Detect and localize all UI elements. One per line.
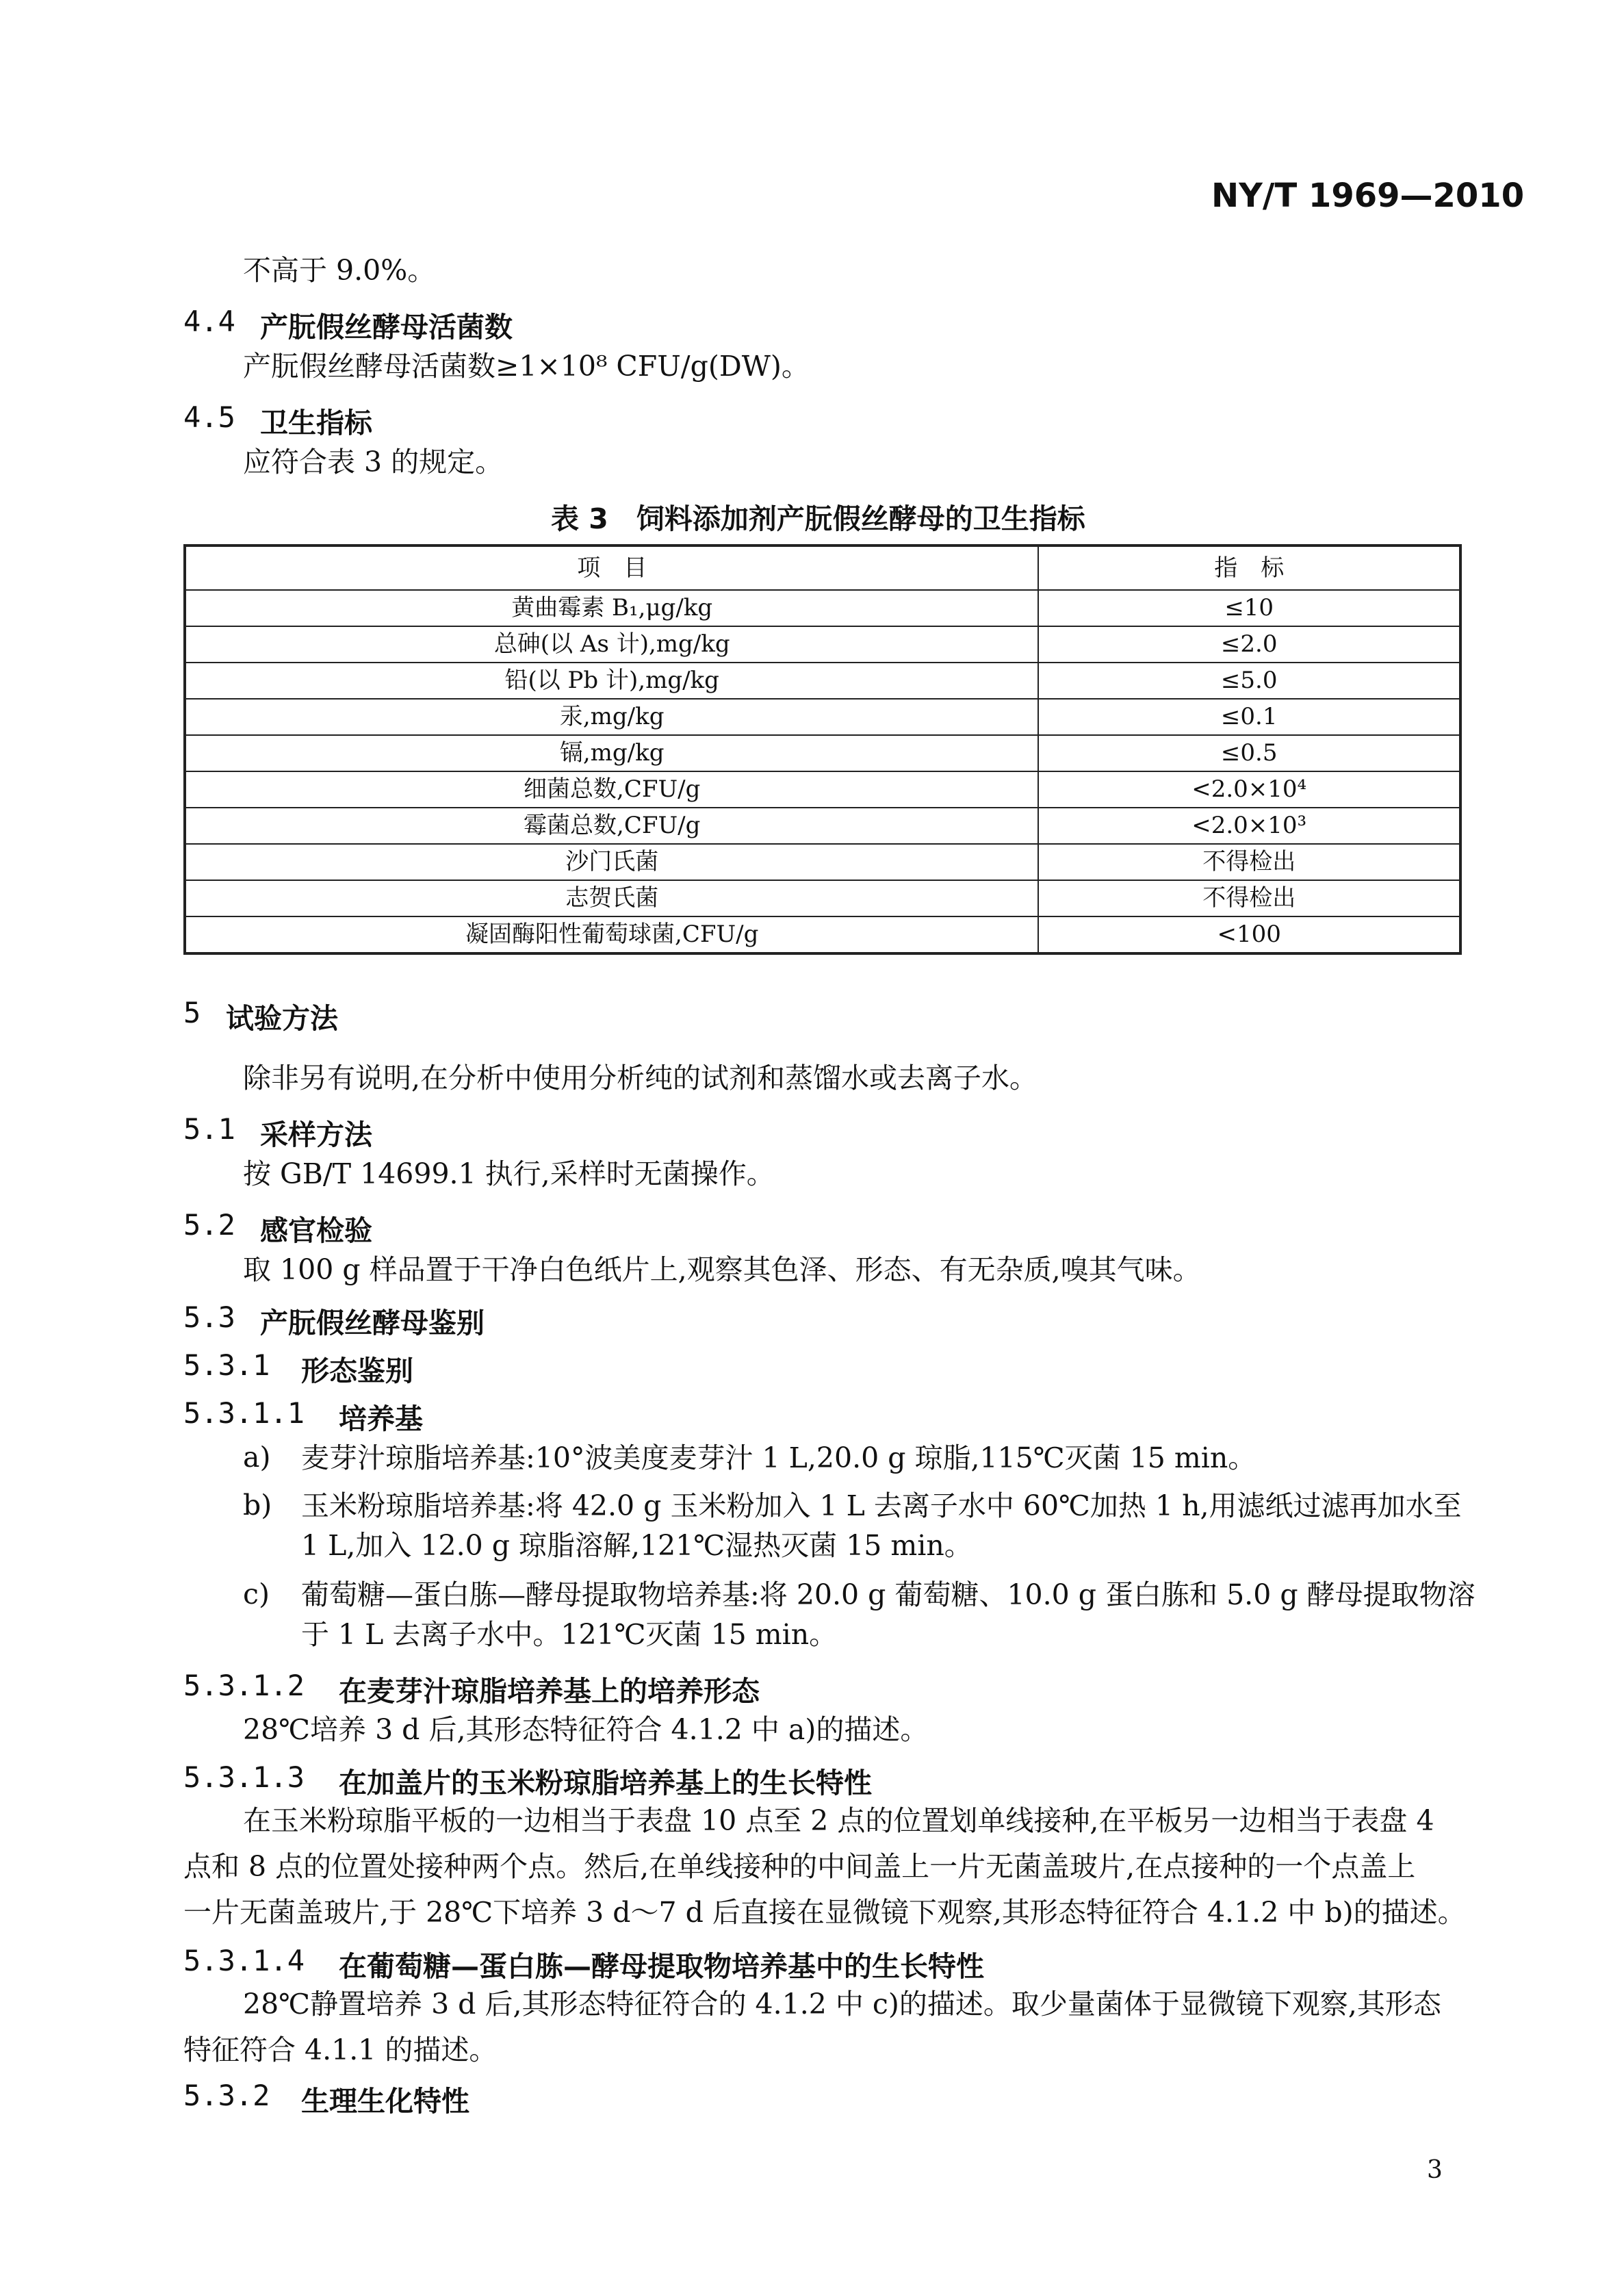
list-marker-c: c) [243,1578,270,1611]
item-cell: 黄曲霉素 B₁,μg/kg [185,590,1038,626]
section-5-1-number: 5.1 [183,1112,235,1146]
table-row [185,626,1460,663]
section-5-3-1-4-line-2: 特征符合 4.1.1 的描述。 [183,2033,498,2066]
section-5-3-1-4-title: 在葡萄糖—蛋白胨—酵母提取物培养基中的生长特性 [339,1950,984,1983]
item-cell: 铅(以 Pb 计),mg/kg [185,663,1038,699]
section-5-3-1-title: 形态鉴别 [301,1355,413,1387]
section-5-3-1-4-line-1: 28℃静置培养 3 d 后,其形态特征符合的 4.1.2 中 c)的描述。取少量菌体于显微镜下观察,其形态 [243,1988,1441,2020]
list-marker-b: b) [243,1489,272,1522]
list-item-a-line-1: 麦芽汁琼脂培养基:10°波美度麦芽汁 1 L,20.0 g 琼脂,115℃灭菌 15 min。 [301,1441,1256,1474]
table-row [185,590,1460,626]
item-cell: 沙门氏菌 [185,844,1038,880]
column-header-value: 指 标 [1038,546,1460,590]
section-5-1-text: 按 GB/T 14699.1 执行,采样时无菌操作。 [243,1157,775,1190]
section-5-2-title: 感官检验 [260,1214,372,1247]
section-5-3-title: 产朊假丝酵母鉴别 [260,1307,485,1339]
section-5-title: 试验方法 [226,1002,338,1035]
value-cell: ≤0.1 [1038,699,1460,735]
section-5-3-2-title: 生理生化特性 [301,2085,469,2118]
table-row [185,663,1460,699]
section-5-2-text: 取 100 g 样品置于干净白色纸片上,观察其色泽、形态、有无杂质,嗅其气味。 [243,1253,1201,1286]
item-cell: 志贺氏菌 [185,880,1038,916]
section-5-3-1-1-title: 培养基 [339,1402,423,1435]
section-5-3-1-4-number: 5.3.1.4 [183,1944,305,1977]
item-cell: 霉菌总数,CFU/g [185,808,1038,844]
section-5-3-1-3-title: 在加盖片的玉米粉琼脂培养基上的生长特性 [339,1767,872,1799]
list-item-b-line-1: 玉米粉琼脂培养基:将 42.0 g 玉米粉加入 1 L 去离子水中 60℃加热 1 h,用滤纸过滤再加水至 [301,1489,1462,1522]
section-5-1-title: 采样方法 [260,1118,372,1151]
section-5-3-1-2-title: 在麦芽汁琼脂培养基上的培养形态 [339,1675,760,1708]
section-4-4-title: 产朊假丝酵母活菌数 [260,311,513,344]
section-4-4-number: 4.4 [183,305,235,338]
table-3 [183,544,1462,955]
table-row [185,699,1460,735]
section-5-2-number: 5.2 [183,1208,235,1242]
item-cell: 凝固酶阳性葡萄球菌,CFU/g [185,916,1038,953]
section-4-5-title: 卫生指标 [260,407,372,439]
section-4-5-number: 4.5 [183,400,235,434]
value-cell: <2.0×10⁴ [1038,771,1460,808]
table-row [185,844,1460,880]
table-header-row [185,546,1460,590]
section-5-text: 除非另有说明,在分析中使用分析纯的试剂和蒸馏水或去离子水。 [243,1062,1038,1094]
table-row [185,880,1460,916]
section-5-3-1-2-text: 28℃培养 3 d 后,其形态特征符合 4.1.2 中 a)的描述。 [243,1713,929,1746]
list-item-c-line-1: 葡萄糖—蛋白胨—酵母提取物培养基:将 20.0 g 葡萄糖、10.0 g 蛋白胨和 5.0 g 酵母提取物溶 [301,1578,1475,1611]
value-cell: ≤10 [1038,590,1460,626]
item-cell: 细菌总数,CFU/g [185,771,1038,808]
column-header-item: 项 目 [185,546,1038,590]
section-5-3-1-number: 5.3.1 [183,1348,270,1382]
section-5-3-1-3-line-1: 在玉米粉琼脂平板的一边相当于表盘 10 点至 2 点的位置划单线接种,在平板另一边相当于表盘 4 [243,1804,1434,1837]
list-item-c-line-2: 于 1 L 去离子水中。121℃灭菌 15 min。 [301,1618,838,1651]
value-cell: 不得检出 [1038,844,1460,880]
page-number: 3 [1427,2156,1443,2184]
section-5-3-2-number: 5.3.2 [183,2079,270,2112]
value-cell: <100 [1038,916,1460,953]
section-5-3-number: 5.3 [183,1300,235,1334]
intro-line: 不高于 9.0%。 [243,254,436,287]
section-5-3-1-3-line-3: 一片无菌盖玻片,于 28℃下培养 3 d～7 d 后直接在显微镜下观察,其形态特征符合 4.1.2 中 b)的描述。 [183,1896,1466,1929]
table-3-caption: 表 3 饲料添加剂产朊假丝酵母的卫生指标 [551,502,1085,535]
item-cell: 镉,mg/kg [185,735,1038,771]
list-item-b-line-2: 1 L,加入 12.0 g 琼脂溶解,121℃湿热灭菌 15 min。 [301,1529,972,1562]
section-4-4-text: 产朊假丝酵母活菌数≥1×10⁸ CFU/g(DW)。 [243,350,810,383]
standard-code: NY/T 1969—2010 [1211,177,1525,215]
table-row [185,735,1460,771]
value-cell: 不得检出 [1038,880,1460,916]
value-cell: <2.0×10³ [1038,808,1460,844]
section-5-3-1-3-line-2: 点和 8 点的位置处接种两个点。然后,在单线接种的中间盖上一片无菌盖玻片,在点接种的一个点盖上 [183,1850,1416,1883]
section-5-3-1-1-number: 5.3.1.1 [183,1396,305,1430]
item-cell: 总砷(以 As 计),mg/kg [185,626,1038,663]
table-row [185,808,1460,844]
value-cell: ≤2.0 [1038,626,1460,663]
list-marker-a: a) [243,1441,271,1474]
section-5-number: 5 [183,996,201,1029]
value-cell: ≤5.0 [1038,663,1460,699]
section-5-3-1-2-number: 5.3.1.2 [183,1669,305,1702]
table-row [185,916,1460,953]
table-row [185,771,1460,808]
item-cell: 汞,mg/kg [185,699,1038,735]
value-cell: ≤0.5 [1038,735,1460,771]
section-5-3-1-3-number: 5.3.1.3 [183,1760,305,1794]
section-4-5-text: 应符合表 3 的规定。 [243,446,504,478]
